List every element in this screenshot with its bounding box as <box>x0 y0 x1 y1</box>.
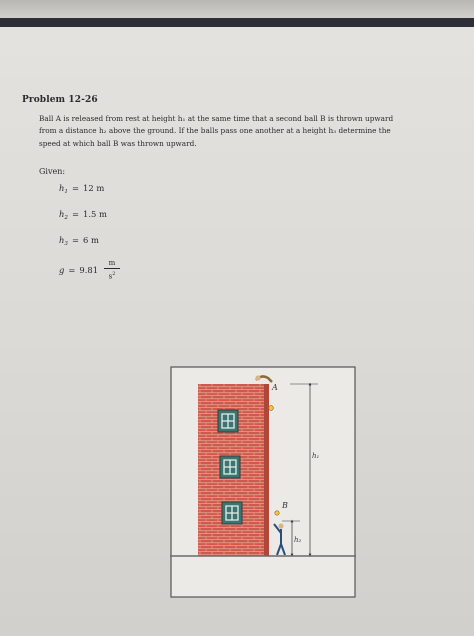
given-value: 12 m <box>83 183 105 193</box>
statement-line: from a distance h₂ above the ground. If the balls pass one another at a height h₃ determine the <box>39 126 391 136</box>
label-h2: h₂ <box>294 536 302 544</box>
monitor-bezel-bar <box>0 18 474 27</box>
given-equals: = <box>71 209 79 219</box>
given-h1 <box>59 183 104 195</box>
given-symbol: h <box>59 183 65 193</box>
label-a: A <box>272 383 278 392</box>
given-subscript: 3 <box>64 241 68 247</box>
given-symbol: h <box>59 235 65 245</box>
thrower-head <box>278 523 283 528</box>
label-h1: h₁ <box>312 452 320 460</box>
g-unit-denominator: $s^2$ <box>108 271 116 281</box>
given-h3 <box>59 235 99 247</box>
problem-figure <box>170 366 356 598</box>
given-equals: = <box>71 183 79 193</box>
given-label: Given: <box>39 167 66 176</box>
given-equals: = <box>71 235 79 245</box>
given-value: 9.81 <box>79 265 99 275</box>
given-symbol: h <box>59 209 65 219</box>
given-value: 6 m <box>83 235 99 245</box>
problem-title: Problem 12-26 <box>22 95 98 105</box>
given-equals: = <box>68 265 76 275</box>
ball-b <box>275 511 279 515</box>
ball-a <box>269 406 274 411</box>
label-b: B <box>282 501 288 510</box>
person-on-roof-head <box>255 375 260 380</box>
building-diagram <box>170 366 356 598</box>
wall-edge <box>264 384 269 556</box>
g-unit-fraction <box>104 258 120 282</box>
given-h2 <box>59 209 107 221</box>
given-subscript: 2 <box>64 215 68 221</box>
statement-line: speed at which ball B was thrown upward. <box>39 138 197 148</box>
background-band <box>0 0 474 18</box>
given-g <box>59 265 98 275</box>
given-value: 1.5 m <box>83 209 107 219</box>
given-symbol: g <box>59 265 65 275</box>
statement-line: Ball A is released from rest at height h₁ at the same time that a second ball B is thrown upward <box>39 114 394 123</box>
given-subscript: 1 <box>64 189 68 195</box>
problem-statement <box>39 113 454 150</box>
g-unit-numerator: m <box>104 258 120 269</box>
